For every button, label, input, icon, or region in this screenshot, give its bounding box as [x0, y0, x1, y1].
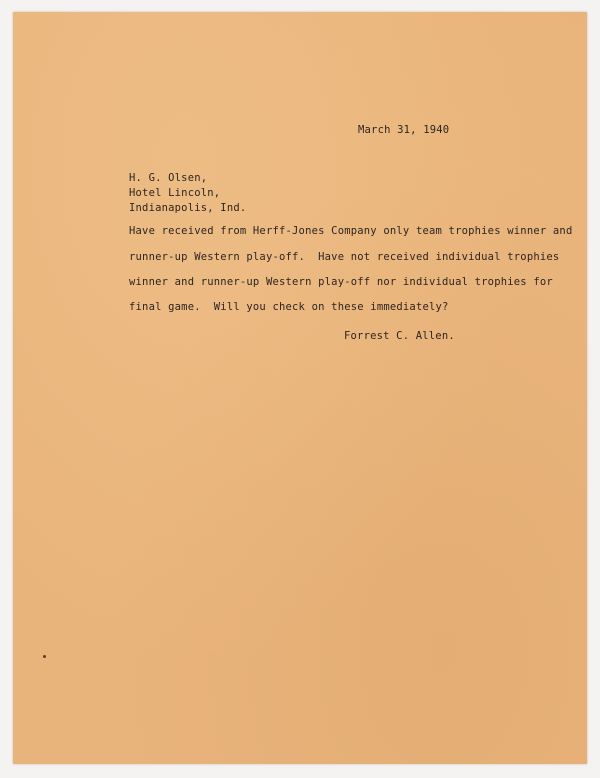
body-line: Have received from Herff-Jones Company only team trophies winner and	[129, 225, 573, 237]
letter-date: March 31, 1940	[358, 124, 450, 136]
paper-speck	[43, 655, 46, 658]
body-line: final game. Will you check on these immediately?	[129, 301, 449, 313]
recipient-hotel: Hotel Lincoln,	[129, 187, 221, 199]
recipient-city: Indianapolis, Ind.	[129, 202, 247, 214]
body-line: winner and runner-up Western play-off nor individual trophies for	[129, 276, 553, 288]
signature: Forrest C. Allen.	[344, 330, 455, 342]
letter-paper	[13, 12, 587, 764]
body-line: runner-up Western play-off. Have not received individual trophies	[129, 251, 560, 263]
recipient-name: H. G. Olsen,	[129, 172, 208, 184]
